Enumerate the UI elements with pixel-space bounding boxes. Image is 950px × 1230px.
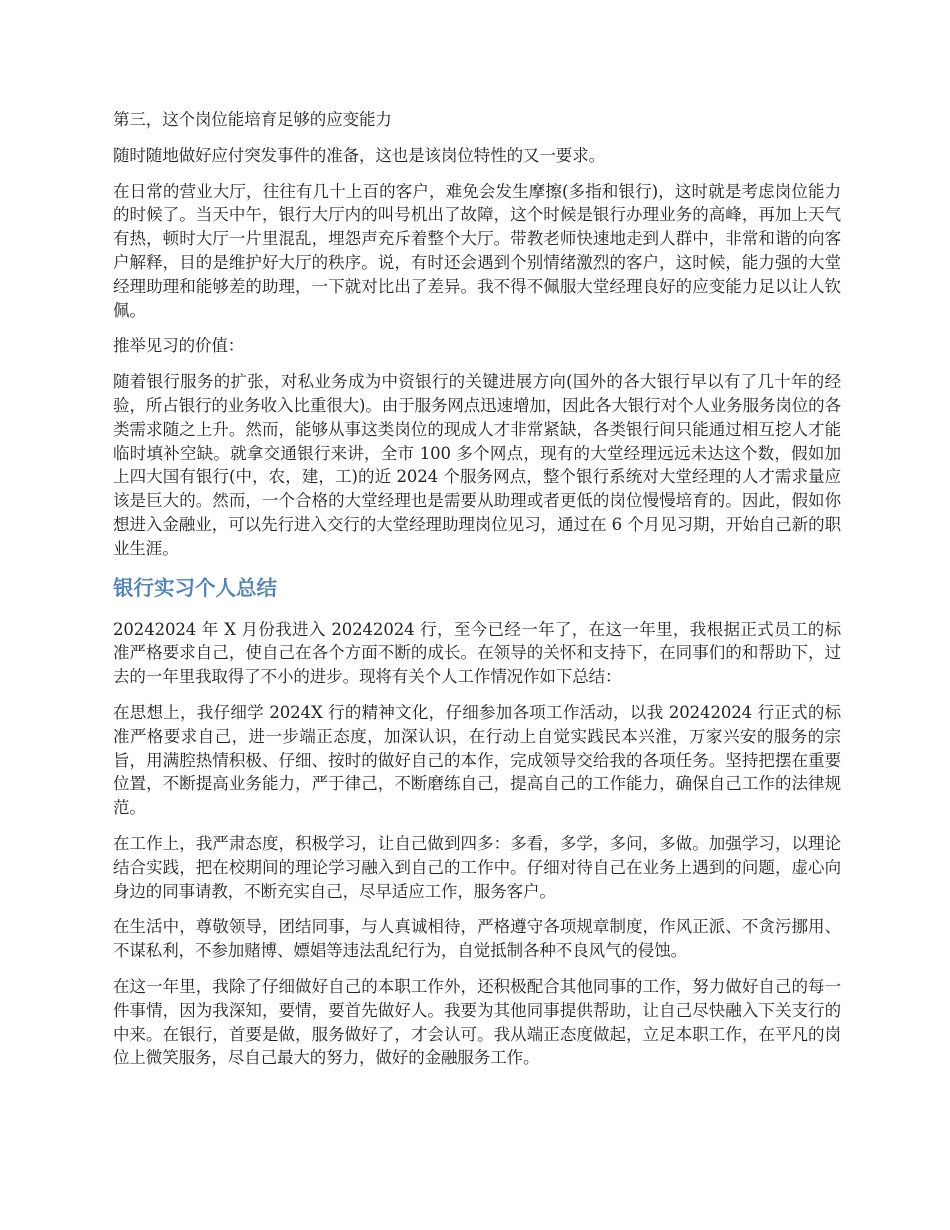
paragraph: 随时随地做好应付突发事件的准备，这也是该岗位特性的又一要求。 (113, 145, 606, 165)
paragraph: 在生活中，尊敬领导，团结同事，与人真诚相待，严格遵守各项规章制度，作风正派、不贪污挪用、不谋私利，不参加赌博、嫖娼等违法乱纪行为，自觉抵制各种不良风气的侵蚀。 (113, 917, 841, 961)
paragraph: 在日常的营业大厅，往往有几十上百的客户，难免会发生摩擦(多指和银行)，这时就是考虑岗位能力的时候了。当天中午，银行大厅内的叫号机出了故障，这个时候是银行办理业务的高峰，再加上天气有热，顿时大厅一片里混乱，埋怨声充斥着整个大厅。带教老师快速地走到人群中，非常和谐的向客户解释，目的是维护好大厅的秩序。说，有时还会遇到个别情绪激烈的客户，这时候，能力强的大堂经理助理和能够差的助理，一下就对比出了差异。我不得不佩服大堂经理良好的应变能力足以让人钦佩。 (113, 181, 841, 320)
paragraph: 在这一年里，我除了仔细做好自己的本职工作外，还积极配合其他同事的工作，努力做好自己的每一件事情，因为我深知，要情，要首先做好人。我要为其他同事提供帮助，让自己尽快融入下关支行的中来。在银行，首要是做，服务做好了，才会认可。我从端正态度做起，立足本职工作，在平凡的岗位上微笑服务，尽自己最大的努力，做好的金融服务工作。 (113, 976, 841, 1068)
paragraph: 在工作上，我严肃态度，积极学习，让自己做到四多：多看，多学，多问，多做。加强学习，以理论结合实践，把在校期间的理论学习融入到自己的工作中。仔细对待自己在业务上遇到的问题，虚心向身边的同事请教，不断充实自己，尽早适应工作，服务客户。 (113, 833, 841, 901)
paragraph: 第三，这个岗位能培育足够的应变能力 (113, 110, 392, 129)
document-page (113, 108, 841, 1082)
paragraph: 20242024 年 X 月份我进入 20242024 行，至今已经一年了，在这一年里，我根据正式员工的标准严格要求自己，使自己在各个方面不断的成长。在领导的关怀和支持下，在同事们的和帮助下，过去的一年里我取得了不小的进步。现将有关个人工作情况作如下总结： (113, 619, 841, 687)
paragraph: 推举见习的价值： (113, 336, 245, 356)
paragraph: 随着银行服务的扩张，对私业务成为中资银行的关键进展方向(国外的各大银行早以有了几十年的经验，所占银行的业务收入比重很大)。由于服务网点迅速增加，因此各大银行对个人业务服务岗位的各类需求随之上升。然而，能够从事这类岗位的现成人才非常紧缺，各类银行间只能通过相互挖人才能临时填补空缺。就拿交通银行来讲，全市 100 多个网点，现有的大堂经理远远未达这个数，假如加上四大国有银行(中，农，建，工)的近 2024 个服务网点，整个银行系统对大堂经理的人才需求量应该是巨大的。然而，一个合格的大堂经理也是需要从助理或者更低的岗位慢慢培育的。因此，假如你想进入金融业，可以先行进入交行的大堂经理助理岗位见习，通过在 6 个月见习期，开始自己新的职业生涯。 (113, 372, 841, 558)
paragraph: 在思想上，我仔细学 2024X 行的精神文化，仔细参加各项工作活动，以我 20242024 行正式的标准严格要求自己，进一步端正态度，加深认识，在行动上自觉实践民本兴淮，万家兴安的服务的宗旨，用满腔热情积极、仔细、按时的做好自己的本作，完成领导交给我的各项任务。坚持把摆在重要位置，不断提高业务能力，严于律己，不断磨练自己，提高自己的工作能力，确保自己工作的法律规范。 (113, 702, 841, 818)
section-heading: 银行实习个人总结 (113, 575, 277, 600)
